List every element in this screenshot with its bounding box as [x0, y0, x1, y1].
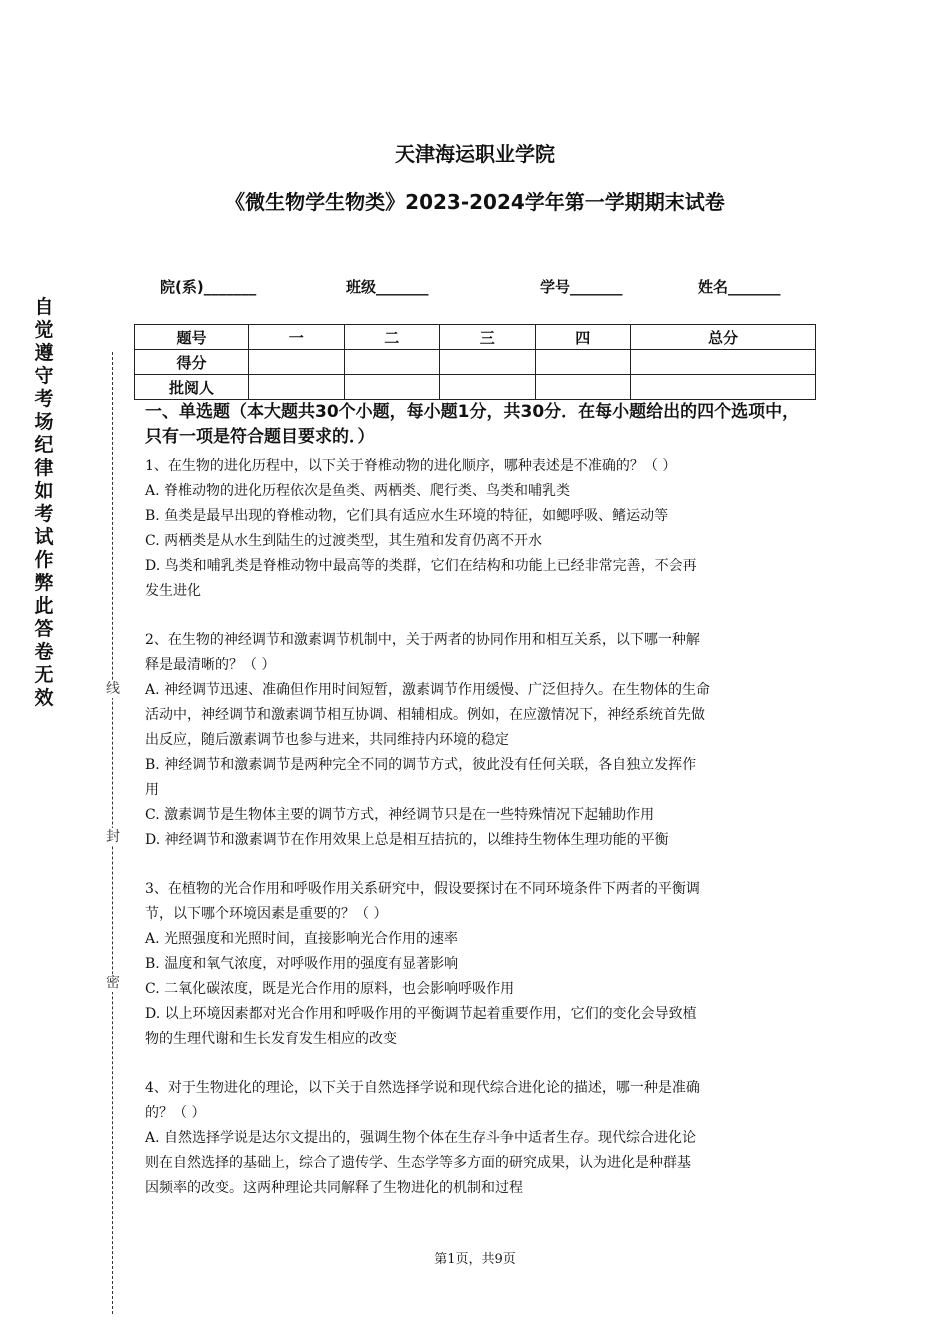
department-field: 院(系)_______ — [160, 278, 257, 296]
score-cell[interactable] — [440, 350, 536, 375]
class-field: 班级_______ — [346, 278, 429, 296]
binding-mark-line: 线 — [106, 681, 120, 697]
question-line: B. 神经调节和激素调节是两种完全不同的调节方式，彼此没有任何关联，各自独立发挥作 — [145, 757, 697, 773]
question-line: 的？（ ） — [145, 1105, 206, 1121]
question-line: 节，以下哪个环境因素是重要的？（ ） — [145, 906, 388, 922]
question-stem: 4、对于生物进化的理论，以下关于自然选择学说和现代综合进化论的描述，哪一种是准确 — [145, 1080, 700, 1096]
score-header-cell: 三 — [440, 325, 536, 350]
question-block — [145, 1076, 813, 1201]
question-line: B. 鱼类是最早出现的脊椎动物，它们具有适应水生环境的特征，如鳃呼吸、鳍运动等 — [145, 508, 669, 524]
question-list — [145, 454, 813, 1201]
question-line: C. 二氧化碳浓度，既是光合作用的原料，也会影响呼吸作用 — [145, 981, 515, 997]
question-block — [145, 454, 813, 604]
score-table — [134, 324, 816, 400]
question-line: 则在自然选择的基础上，综合了遗传学、生态学等多方面的研究成果，认为进化是种群基 — [145, 1155, 691, 1171]
question-block — [145, 628, 813, 853]
question-line: D. 鸟类和哺乳类是脊椎动物中最高等的类群，它们在结构和功能上已经非常完善，不会再 — [145, 558, 697, 574]
reviewer-cell[interactable] — [535, 375, 631, 400]
exam-content — [145, 400, 813, 1201]
page-footer: 第1页，共9页 — [434, 1252, 516, 1267]
question-line: 因频率的改变。这两种理论共同解释了生物进化的机制和过程 — [145, 1180, 523, 1196]
score-row-label: 得分 — [135, 350, 249, 375]
exam-title: 《微生物学生物类》2023-2024学年第一学期期末试卷 — [225, 190, 725, 214]
question-line: 释是最清晰的？（ ） — [145, 657, 276, 673]
question-line: D. 神经调节和激素调节在作用效果上总是相互拮抗的，以维持生物体生理功能的平衡 — [145, 832, 669, 848]
reviewer-cell[interactable] — [440, 375, 536, 400]
question-line: 出反应，随后激素调节也参与进来，共同维持内环境的稳定 — [145, 732, 509, 748]
score-row-label: 批阅人 — [135, 375, 249, 400]
score-header-cell: 总分 — [631, 325, 816, 350]
question-stem: 2、在生物的神经调节和激素调节机制中，关于两者的协同作用和相互关系，以下哪一种解 — [145, 632, 700, 648]
question-line: C. 激素调节是生物体主要的调节方式，神经调节只是在一些特殊情况下起辅助作用 — [145, 807, 655, 823]
score-table-header-row — [135, 325, 816, 350]
question-line: 活动中，神经调节和激素调节相互协调、相辅相成。例如，在应激情况下，神经系统首先做 — [145, 707, 705, 723]
question-spacer — [145, 1052, 813, 1076]
score-header-cell: 四 — [535, 325, 631, 350]
question-line: 物的生理代谢和生长发育发生相应的改变 — [145, 1031, 397, 1047]
question-line: 用 — [145, 782, 159, 798]
score-cell[interactable] — [344, 350, 440, 375]
question-line: 发生进化 — [145, 583, 201, 599]
side-exam-notice: 自觉遵守考场纪律如考试作弊此答卷无效 — [34, 296, 54, 709]
question-line: C. 两栖类是从水生到陆生的过渡类型，其生殖和发育仍离不开水 — [145, 533, 543, 549]
binding-mark-seal: 封 — [106, 829, 120, 845]
question-line: A. 神经调节迅速、准确但作用时间短暂，激素调节作用缓慢、广泛但持久。在生物体的生命 — [145, 682, 711, 698]
score-table-row — [135, 350, 816, 375]
question-line: B. 温度和氧气浓度，对呼吸作用的强度有显著影响 — [145, 956, 459, 972]
score-cell[interactable] — [631, 350, 816, 375]
school-title: 天津海运职业学院 — [395, 142, 555, 166]
question-spacer — [145, 853, 813, 877]
section-heading: 一、单选题（本大题共30个小题，每小题1分，共30分．在每小题给出的四个选项中，只有一项是符合题目要求的．） — [145, 402, 800, 447]
score-header-cell: 一 — [249, 325, 345, 350]
score-cell[interactable] — [535, 350, 631, 375]
question-spacer — [145, 604, 813, 628]
question-stem: 3、在植物的光合作用和呼吸作用关系研究中，假设要探讨在不同环境条件下两者的平衡调 — [145, 881, 700, 897]
question-block — [145, 877, 813, 1052]
question-line: A. 脊椎动物的进化历程依次是鱼类、两栖类、爬行类、鸟类和哺乳类 — [145, 483, 571, 499]
reviewer-cell[interactable] — [631, 375, 816, 400]
score-header-cell: 题号 — [135, 325, 249, 350]
question-line: A. 光照强度和光照时间，直接影响光合作用的速率 — [145, 931, 459, 947]
reviewer-cell[interactable] — [249, 375, 345, 400]
score-cell[interactable] — [249, 350, 345, 375]
score-header-cell: 二 — [344, 325, 440, 350]
question-stem: 1、在生物的进化历程中，以下关于脊椎动物的进化顺序，哪种表述是不准确的？（ ） — [145, 458, 677, 474]
question-line: A. 自然选择学说是达尔文提出的，强调生物个体在生存斗争中适者生存。现代综合进化论 — [145, 1130, 697, 1146]
reviewer-cell[interactable] — [344, 375, 440, 400]
score-table-row — [135, 375, 816, 400]
student-id-field: 学号_______ — [540, 278, 623, 296]
name-field: 姓名_______ — [698, 278, 781, 296]
question-line: D. 以上环境因素都对光合作用和呼吸作用的平衡调节起着重要作用，它们的变化会导致植 — [145, 1006, 697, 1022]
binding-mark-secret: 密 — [106, 975, 120, 991]
